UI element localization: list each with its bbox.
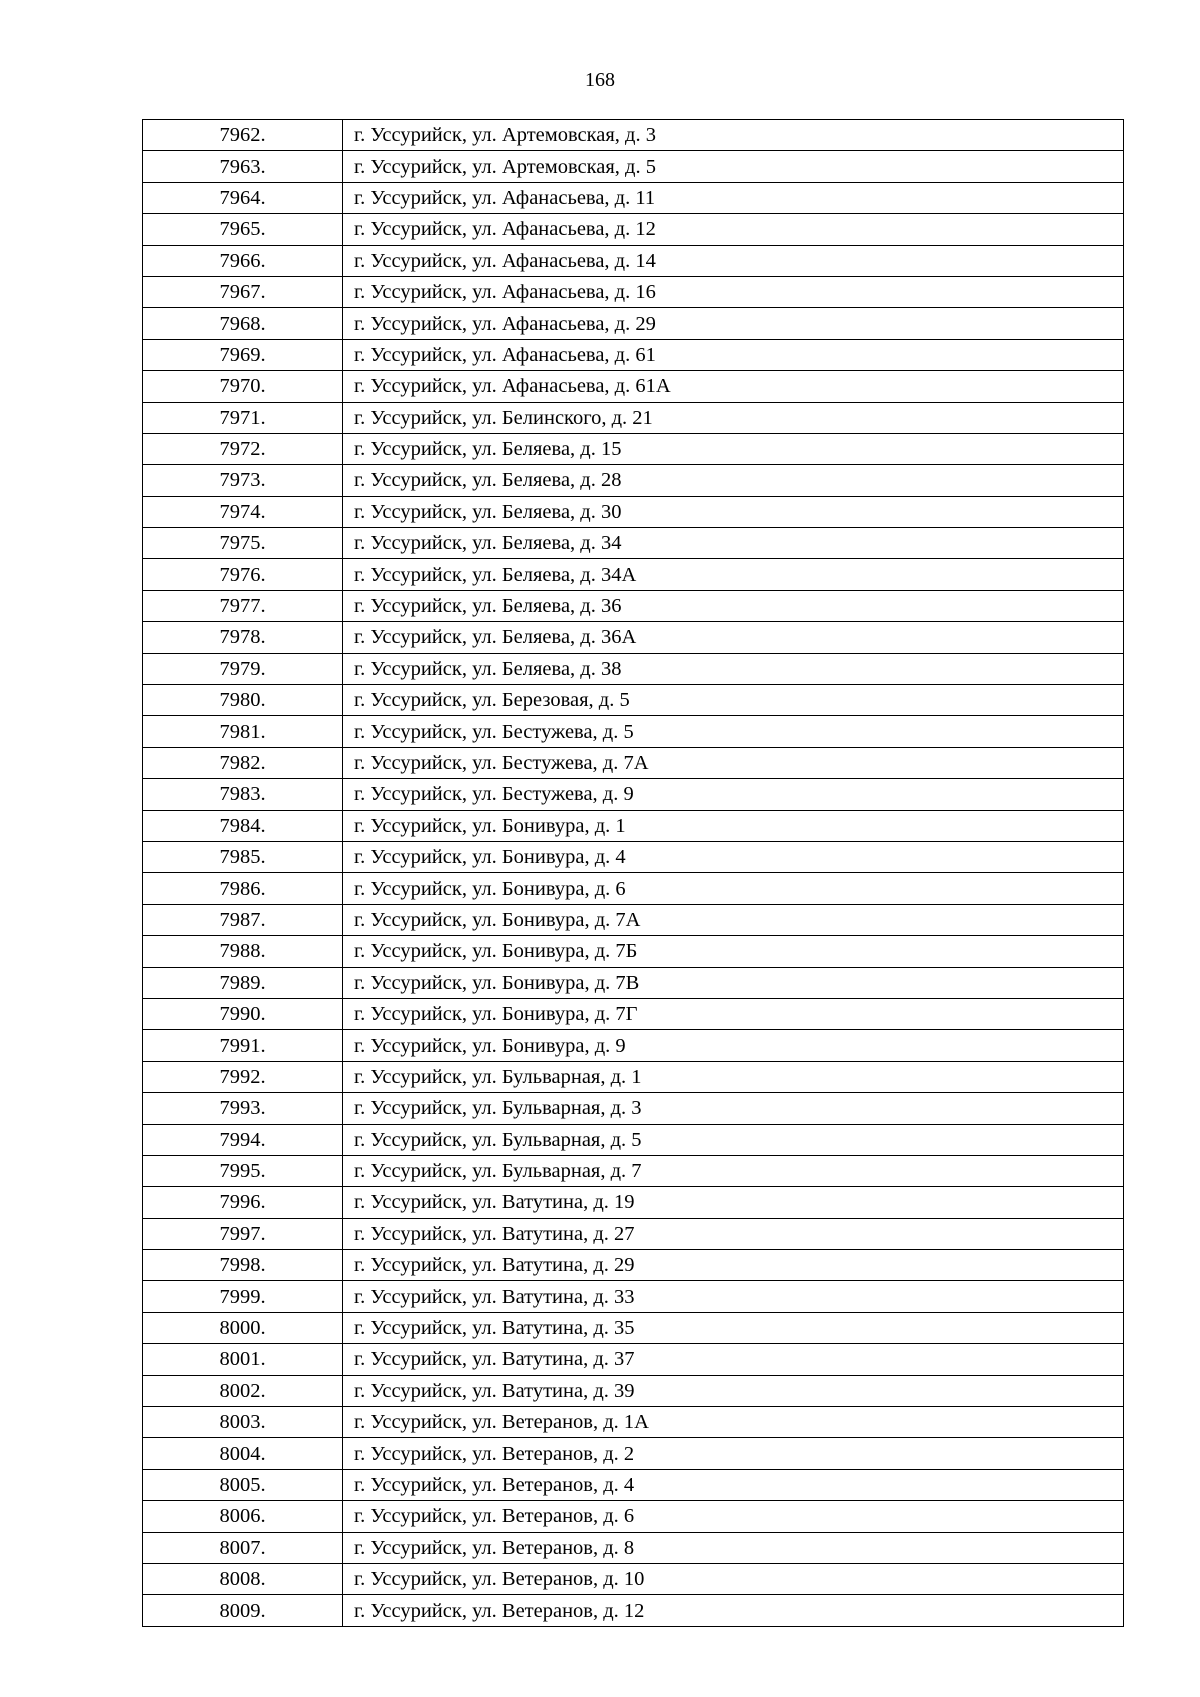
- row-number: 7970.: [143, 371, 343, 402]
- row-number: 8007.: [143, 1532, 343, 1563]
- page-number: 168: [585, 69, 615, 91]
- row-number: 7967.: [143, 276, 343, 307]
- table-row: [143, 433, 1124, 464]
- row-number: 7998.: [143, 1250, 343, 1281]
- row-number: 7991.: [143, 1030, 343, 1061]
- row-address: г. Уссурийск, ул. Ватутина, д. 19: [343, 1187, 1124, 1218]
- row-number: 8002.: [143, 1375, 343, 1406]
- table-row: [143, 1187, 1124, 1218]
- row-number: 7975.: [143, 528, 343, 559]
- table-row: [143, 841, 1124, 872]
- row-address: г. Уссурийск, ул. Афанасьева, д. 11: [343, 182, 1124, 213]
- row-address: г. Уссурийск, ул. Бонивура, д. 9: [343, 1030, 1124, 1061]
- row-address: г. Уссурийск, ул. Бестужева, д. 9: [343, 779, 1124, 810]
- row-address: г. Уссурийск, ул. Ватутина, д. 33: [343, 1281, 1124, 1312]
- row-address: г. Уссурийск, ул. Афанасьева, д. 29: [343, 308, 1124, 339]
- row-address: г. Уссурийск, ул. Ватутина, д. 35: [343, 1312, 1124, 1343]
- table-row: [143, 590, 1124, 621]
- table-row: [143, 1061, 1124, 1092]
- table-row: [143, 873, 1124, 904]
- row-address: г. Уссурийск, ул. Березовая, д. 5: [343, 685, 1124, 716]
- row-address: г. Уссурийск, ул. Беляева, д. 30: [343, 496, 1124, 527]
- row-number: 7995.: [143, 1155, 343, 1186]
- row-address: г. Уссурийск, ул. Беляева, д. 38: [343, 653, 1124, 684]
- row-number: 8008.: [143, 1563, 343, 1594]
- row-address: г. Уссурийск, ул. Бонивура, д. 1: [343, 810, 1124, 841]
- row-address: г. Уссурийск, ул. Афанасьева, д. 16: [343, 276, 1124, 307]
- row-address: г. Уссурийск, ул. Бонивура, д. 6: [343, 873, 1124, 904]
- table-row: [143, 716, 1124, 747]
- table-row: [143, 936, 1124, 967]
- row-address: г. Уссурийск, ул. Бонивура, д. 7Г: [343, 998, 1124, 1029]
- row-number: 7972.: [143, 433, 343, 464]
- row-address: г. Уссурийск, ул. Афанасьева, д. 12: [343, 214, 1124, 245]
- row-number: 7984.: [143, 810, 343, 841]
- row-number: 8001.: [143, 1344, 343, 1375]
- table-row: [143, 1155, 1124, 1186]
- row-address: г. Уссурийск, ул. Бонивура, д. 7В: [343, 967, 1124, 998]
- table-row: [143, 1407, 1124, 1438]
- table-row: [143, 308, 1124, 339]
- table-row: [143, 622, 1124, 653]
- table-row: [143, 496, 1124, 527]
- row-address: г. Уссурийск, ул. Ветеранов, д. 10: [343, 1563, 1124, 1594]
- row-address: г. Уссурийск, ул. Ветеранов, д. 1А: [343, 1407, 1124, 1438]
- row-address: г. Уссурийск, ул. Беляева, д. 34: [343, 528, 1124, 559]
- row-number: 7997.: [143, 1218, 343, 1249]
- row-number: 7989.: [143, 967, 343, 998]
- row-address: г. Уссурийск, ул. Афанасьева, д. 61А: [343, 371, 1124, 402]
- table-row: [143, 1281, 1124, 1312]
- row-address: г. Уссурийск, ул. Афанасьева, д. 61: [343, 339, 1124, 370]
- row-number: 7987.: [143, 904, 343, 935]
- row-number: 8009.: [143, 1595, 343, 1626]
- table-row: [143, 151, 1124, 182]
- row-number: 7968.: [143, 308, 343, 339]
- row-number: 8005.: [143, 1469, 343, 1500]
- table-row: [143, 182, 1124, 213]
- row-address: г. Уссурийск, ул. Артемовская, д. 5: [343, 151, 1124, 182]
- table-row: [143, 559, 1124, 590]
- row-number: 7973.: [143, 465, 343, 496]
- row-address: г. Уссурийск, ул. Артемовская, д. 3: [343, 120, 1124, 151]
- table-row: [143, 1344, 1124, 1375]
- row-address: г. Уссурийск, ул. Ватутина, д. 39: [343, 1375, 1124, 1406]
- table-row: [143, 685, 1124, 716]
- row-number: 7966.: [143, 245, 343, 276]
- row-address: г. Уссурийск, ул. Бульварная, д. 3: [343, 1093, 1124, 1124]
- table-row: [143, 1438, 1124, 1469]
- row-address: г. Уссурийск, ул. Бульварная, д. 7: [343, 1155, 1124, 1186]
- table-row: [143, 810, 1124, 841]
- row-number: 7999.: [143, 1281, 343, 1312]
- row-number: 7993.: [143, 1093, 343, 1124]
- row-address: г. Уссурийск, ул. Ветеранов, д. 2: [343, 1438, 1124, 1469]
- row-address: г. Уссурийск, ул. Бестужева, д. 7А: [343, 747, 1124, 778]
- row-number: 7962.: [143, 120, 343, 151]
- table-row: [143, 276, 1124, 307]
- row-address: г. Уссурийск, ул. Беляева, д. 36А: [343, 622, 1124, 653]
- row-address: г. Уссурийск, ул. Бульварная, д. 5: [343, 1124, 1124, 1155]
- table-row: [143, 1218, 1124, 1249]
- row-number: 7976.: [143, 559, 343, 590]
- row-number: 7983.: [143, 779, 343, 810]
- address-register-body: [143, 120, 1124, 1627]
- table-row: [143, 653, 1124, 684]
- table-row: [143, 1312, 1124, 1343]
- table-row: [143, 214, 1124, 245]
- row-number: 8003.: [143, 1407, 343, 1438]
- table-row: [143, 120, 1124, 151]
- address-register-table: [142, 119, 1124, 1627]
- table-row: [143, 747, 1124, 778]
- table-row: [143, 528, 1124, 559]
- table-row: [143, 1532, 1124, 1563]
- table-row: [143, 339, 1124, 370]
- row-number: 7990.: [143, 998, 343, 1029]
- row-address: г. Уссурийск, ул. Бонивура, д. 4: [343, 841, 1124, 872]
- table-row: [143, 245, 1124, 276]
- table-row: [143, 1595, 1124, 1626]
- row-number: 7992.: [143, 1061, 343, 1092]
- row-number: 7994.: [143, 1124, 343, 1155]
- row-number: 7981.: [143, 716, 343, 747]
- row-address: г. Уссурийск, ул. Беляева, д. 34А: [343, 559, 1124, 590]
- row-address: г. Уссурийск, ул. Белинского, д. 21: [343, 402, 1124, 433]
- table-row: [143, 1563, 1124, 1594]
- row-number: 7979.: [143, 653, 343, 684]
- table-row: [143, 779, 1124, 810]
- table-row: [143, 1469, 1124, 1500]
- row-number: 7985.: [143, 841, 343, 872]
- row-address: г. Уссурийск, ул. Бонивура, д. 7А: [343, 904, 1124, 935]
- row-number: 7978.: [143, 622, 343, 653]
- row-number: 8006.: [143, 1501, 343, 1532]
- table-row: [143, 1093, 1124, 1124]
- row-address: г. Уссурийск, ул. Бульварная, д. 1: [343, 1061, 1124, 1092]
- row-address: г. Уссурийск, ул. Ватутина, д. 37: [343, 1344, 1124, 1375]
- row-address: г. Уссурийск, ул. Ветеранов, д. 6: [343, 1501, 1124, 1532]
- row-number: 8000.: [143, 1312, 343, 1343]
- row-number: 7965.: [143, 214, 343, 245]
- table-row: [143, 1250, 1124, 1281]
- row-number: 8004.: [143, 1438, 343, 1469]
- row-number: 7964.: [143, 182, 343, 213]
- row-address: г. Уссурийск, ул. Ветеранов, д. 12: [343, 1595, 1124, 1626]
- row-address: г. Уссурийск, ул. Ватутина, д. 29: [343, 1250, 1124, 1281]
- row-number: 7988.: [143, 936, 343, 967]
- row-address: г. Уссурийск, ул. Ветеранов, д. 8: [343, 1532, 1124, 1563]
- row-number: 7982.: [143, 747, 343, 778]
- row-number: 7969.: [143, 339, 343, 370]
- row-number: 7986.: [143, 873, 343, 904]
- row-number: 7971.: [143, 402, 343, 433]
- row-address: г. Уссурийск, ул. Беляева, д. 36: [343, 590, 1124, 621]
- row-address: г. Уссурийск, ул. Бестужева, д. 5: [343, 716, 1124, 747]
- table-row: [143, 402, 1124, 433]
- table-row: [143, 465, 1124, 496]
- table-row: [143, 371, 1124, 402]
- table-row: [143, 1030, 1124, 1061]
- row-address: г. Уссурийск, ул. Бонивура, д. 7Б: [343, 936, 1124, 967]
- row-address: г. Уссурийск, ул. Ватутина, д. 27: [343, 1218, 1124, 1249]
- table-row: [143, 1375, 1124, 1406]
- table-row: [143, 1501, 1124, 1532]
- table-row: [143, 904, 1124, 935]
- row-address: г. Уссурийск, ул. Ветеранов, д. 4: [343, 1469, 1124, 1500]
- row-address: г. Уссурийск, ул. Беляева, д. 28: [343, 465, 1124, 496]
- table-row: [143, 967, 1124, 998]
- row-number: 7977.: [143, 590, 343, 621]
- row-number: 7963.: [143, 151, 343, 182]
- table-row: [143, 1124, 1124, 1155]
- row-number: 7974.: [143, 496, 343, 527]
- row-number: 7996.: [143, 1187, 343, 1218]
- row-number: 7980.: [143, 685, 343, 716]
- row-address: г. Уссурийск, ул. Афанасьева, д. 14: [343, 245, 1124, 276]
- table-row: [143, 998, 1124, 1029]
- row-address: г. Уссурийск, ул. Беляева, д. 15: [343, 433, 1124, 464]
